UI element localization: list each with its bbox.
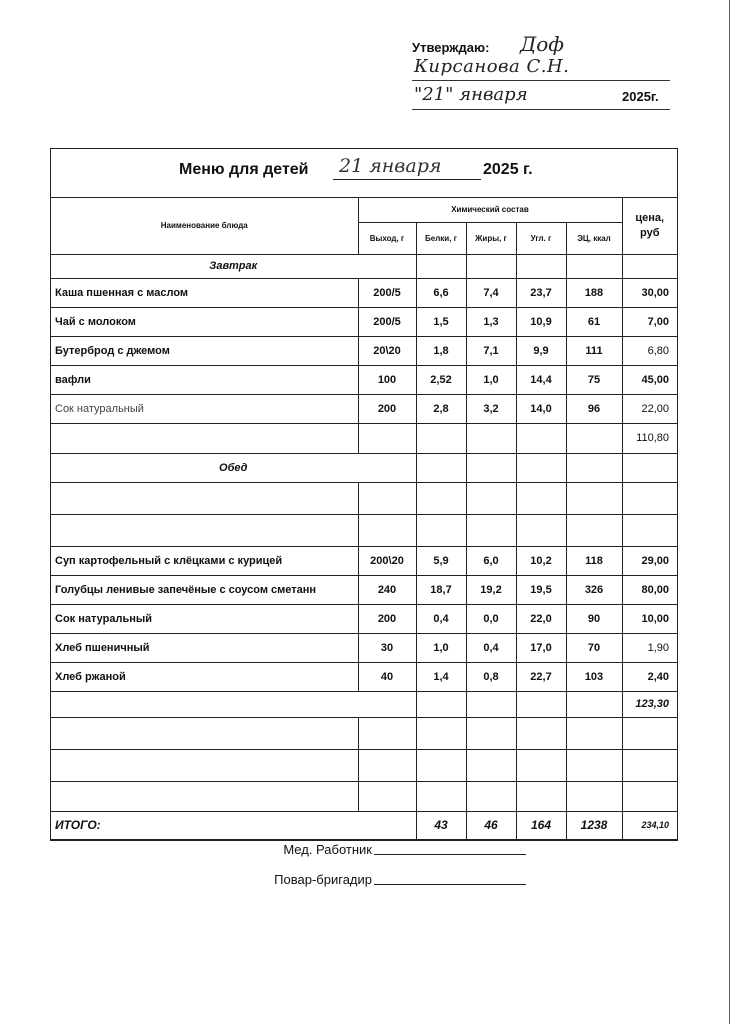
dish-fat: 19,2 [466,575,516,604]
approve-label: Утверждаю: [412,40,490,55]
dish-fat: 1,0 [466,365,516,394]
itogo-price: 234,10 [622,811,677,839]
dish-fat: 3,2 [466,394,516,423]
breakfast-total: 110,80 [622,423,677,453]
dish-fat: 0,8 [466,662,516,691]
dish-carbs: 14,4 [516,365,566,394]
table-row [51,307,677,336]
menu-title-date-field [333,155,481,180]
dish-energy: 111 [566,336,622,365]
menu-title-suffix: 2025 г. [483,161,533,178]
empty-row [51,482,677,514]
header-fat: Жиры, г [466,222,516,254]
dish-price: 7,00 [622,307,677,336]
itogo-fat: 46 [466,811,516,839]
dish-fat: 1,3 [466,307,516,336]
header-dish-name: Наименование блюда [51,198,358,254]
table-row [51,662,677,691]
dish-energy: 96 [566,394,622,423]
dish-output: 40 [358,662,416,691]
table-row [51,278,677,307]
header-carbs: Угл. г [516,222,566,254]
dish-protein: 1,5 [416,307,466,336]
table-row [51,575,677,604]
dish-energy: 188 [566,278,622,307]
header-energy: ЭЦ, ккал [566,222,622,254]
dish-name: Каша пшенная с маслом [51,278,358,307]
dish-carbs: 23,7 [516,278,566,307]
breakfast-total-row [51,423,677,453]
dish-name: Бутерброд с джемом [51,336,358,365]
approval-block [412,32,672,113]
approve-name: Кирсанова С.Н. [414,56,570,77]
table-row [51,546,677,575]
dish-price: 45,00 [622,365,677,394]
approve-name-line [412,80,670,81]
dish-price: 6,80 [622,336,677,365]
itogo-carbs: 164 [516,811,566,839]
dish-price: 29,00 [622,546,677,575]
signatures-block [250,836,550,896]
section-row-lunch [51,453,677,482]
section-lunch: Обед [51,453,416,482]
dish-name: Сок натуральный [51,394,358,423]
dish-protein: 1,0 [416,633,466,662]
dish-energy: 118 [566,546,622,575]
table-row [51,633,677,662]
chef-label: Повар-бригадир [274,872,372,887]
sign-row-med [250,836,550,866]
dish-energy: 90 [566,604,622,633]
dish-protein: 18,7 [416,575,466,604]
dish-price: 2,40 [622,662,677,691]
header-price: цена, руб [622,198,677,254]
dish-fat: 0,0 [466,604,516,633]
dish-fat: 0,4 [466,633,516,662]
dish-output: 100 [358,365,416,394]
menu-table [51,198,677,840]
dish-energy: 326 [566,575,622,604]
dish-protein: 1,4 [416,662,466,691]
dish-name: Голубцы ленивые запечёные с соусом сметанн [51,575,358,604]
dish-fat: 6,0 [466,546,516,575]
dish-name: Хлеб ржаной [51,662,358,691]
dish-price: 22,00 [622,394,677,423]
dish-carbs: 9,9 [516,336,566,365]
dish-price: 1,90 [622,633,677,662]
dish-name: Суп картофельный с клёцками с курицей [51,546,358,575]
approve-year: 2025г. [622,89,659,104]
table-row [51,394,677,423]
header-output: Выход, г [358,222,416,254]
menu-table-frame [50,148,678,841]
dish-protein: 0,4 [416,604,466,633]
dish-protein: 5,9 [416,546,466,575]
med-worker-signature-line [374,854,526,855]
dish-name: Хлеб пшеничный [51,633,358,662]
dish-output: 200/5 [358,278,416,307]
dish-energy: 75 [566,365,622,394]
dish-carbs: 19,5 [516,575,566,604]
table-row [51,604,677,633]
section-breakfast: Завтрак [51,254,416,278]
dish-output: 240 [358,575,416,604]
dish-name: Сок натуральный [51,604,358,633]
dish-price: 10,00 [622,604,677,633]
header-protein: Белки, г [416,222,466,254]
scan-edge-line [729,0,730,1024]
dish-protein: 2,8 [416,394,466,423]
dish-carbs: 22,0 [516,604,566,633]
itogo-row [51,811,677,839]
section-row-breakfast [51,254,677,278]
dish-name: Чай с молоком [51,307,358,336]
dish-output: 200 [358,394,416,423]
menu-title-date: 21 января [339,155,442,177]
itogo-label: ИТОГО: [51,811,416,839]
dish-fat: 7,4 [466,278,516,307]
lunch-total: 123,30 [622,691,677,717]
dish-price: 80,00 [622,575,677,604]
dish-carbs: 10,9 [516,307,566,336]
header-row-1 [51,198,677,222]
table-row [51,336,677,365]
dish-carbs: 14,0 [516,394,566,423]
dish-name: вафли [51,365,358,394]
dish-fat: 7,1 [466,336,516,365]
dish-output: 20\20 [358,336,416,365]
dish-carbs: 17,0 [516,633,566,662]
dish-protein: 6,6 [416,278,466,307]
dish-protein: 2,52 [416,365,466,394]
dish-output: 200/5 [358,307,416,336]
header-chemical-composition: Химический состав [358,198,622,222]
dish-output: 200 [358,604,416,633]
itogo-energy: 1238 [566,811,622,839]
itogo-protein: 43 [416,811,466,839]
empty-row [51,749,677,781]
menu-title-prefix: Меню для детей [179,161,309,178]
dish-energy: 70 [566,633,622,662]
dish-energy: 103 [566,662,622,691]
dish-output: 200\20 [358,546,416,575]
approve-signature: Доф [520,32,564,56]
dish-carbs: 10,2 [516,546,566,575]
dish-carbs: 22,7 [516,662,566,691]
med-worker-label: Мед. Работник [283,842,372,857]
lunch-total-row [51,691,677,717]
approve-date: "21" января [414,84,528,105]
chef-signature-line [374,884,526,885]
empty-row [51,781,677,811]
approve-date-line [412,109,670,110]
dish-energy: 61 [566,307,622,336]
dish-price: 30,00 [622,278,677,307]
sign-row-cook [250,866,550,896]
dish-protein: 1,8 [416,336,466,365]
table-row [51,365,677,394]
menu-title-row [51,149,677,198]
empty-row [51,514,677,546]
empty-row [51,717,677,749]
dish-output: 30 [358,633,416,662]
